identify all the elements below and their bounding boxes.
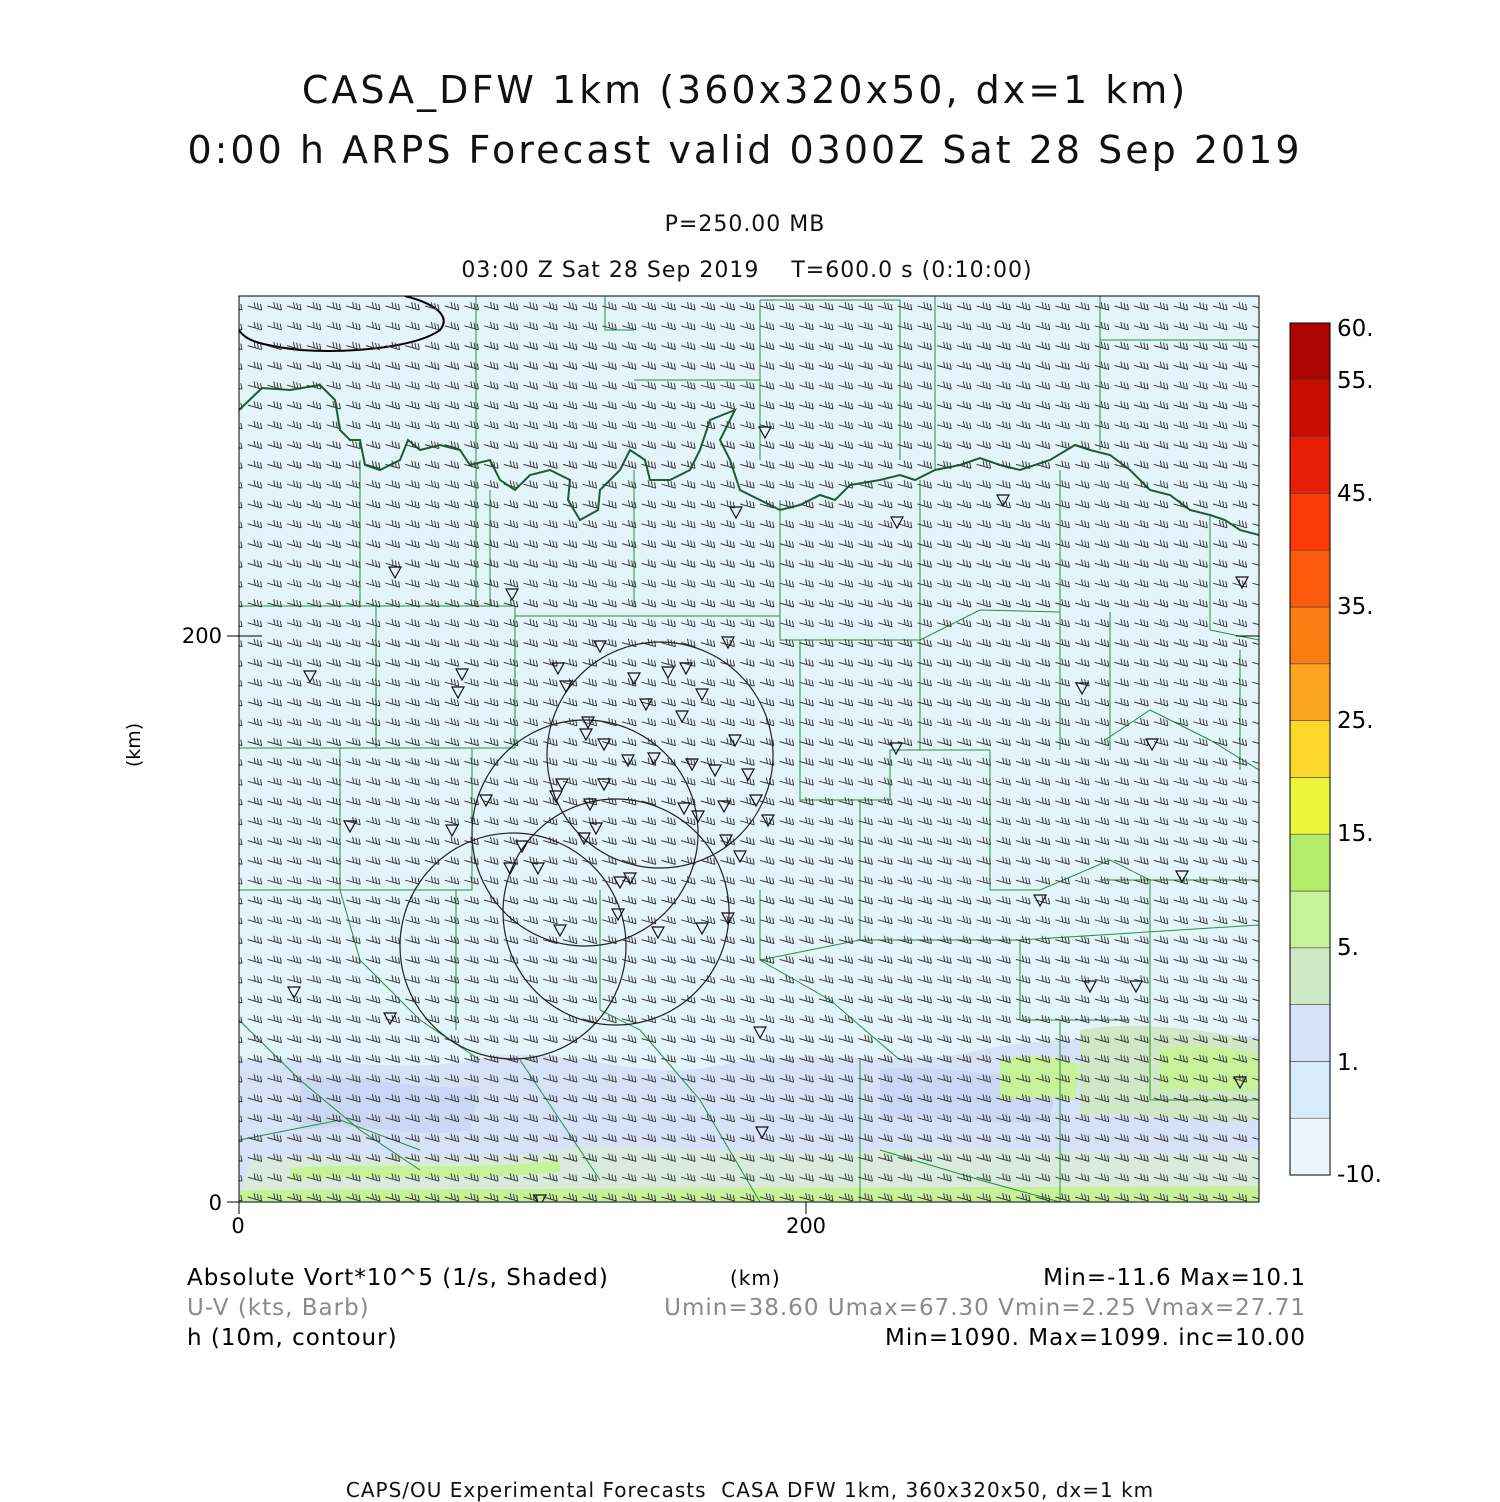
forecast-valid-time: 0:00 h ARPS Forecast valid 0300Z Sat 28 Sep 2019 <box>187 128 1303 172</box>
colorbar-swatch <box>1290 1118 1330 1175</box>
colorbar-swatch <box>1290 380 1330 437</box>
legend-field2-name: U-V (kts, Barb) <box>187 1295 370 1321</box>
colorbar-label-1: 1. <box>1337 1050 1359 1076</box>
colorbar-label-60: 60. <box>1337 316 1374 342</box>
colorbar-swatch <box>1290 493 1330 550</box>
pressure-level: P=250.00 MB <box>664 212 826 237</box>
y-axis-label: (km) <box>123 722 145 768</box>
x-tick-0: 0 <box>231 1214 245 1238</box>
colorbar-swatch <box>1290 607 1330 664</box>
colorbar-swatch <box>1290 550 1330 607</box>
map-title: CASA_DFW 1km (360x320x50, dx=1 km) <box>301 68 1189 112</box>
legend <box>187 1265 1306 1351</box>
x-tick-200: 200 <box>785 1214 827 1238</box>
y-tick-0: 0 <box>208 1191 222 1215</box>
colorbar-label-minus10: -10. <box>1337 1162 1382 1188</box>
colorbar-swatch <box>1290 891 1330 948</box>
colorbar-swatch <box>1290 777 1330 834</box>
colorbar <box>1290 323 1330 1175</box>
time-stamp: 03:00 Z Sat 28 Sep 2019 T=600.0 s (0:10:00) <box>461 258 1033 283</box>
colorbar-label-35: 35. <box>1337 594 1374 620</box>
colorbar-labels <box>1337 316 1382 1188</box>
y-tick-200: 200 <box>181 624 222 648</box>
legend-field3-name: h (10m, contour) <box>187 1325 398 1351</box>
colorbar-swatch <box>1290 1005 1330 1062</box>
colorbar-label-55: 55. <box>1337 368 1374 394</box>
footer-credit: CAPS/OU Experimental Forecasts CASA DFW 1km, 360x320x50, dx=1 km <box>345 1478 1155 1502</box>
colorbar-swatch <box>1290 948 1330 1005</box>
colorbar-label-5: 5. <box>1337 935 1359 961</box>
colorbar-swatch <box>1290 721 1330 778</box>
colorbar-swatch <box>1290 437 1330 494</box>
legend-field1-stats: Min=-11.6 Max=10.1 <box>1043 1265 1306 1291</box>
colorbar-swatch <box>1290 664 1330 721</box>
colorbar-label-45: 45. <box>1337 481 1374 507</box>
colorbar-swatch <box>1290 834 1330 891</box>
colorbar-label-25: 25. <box>1337 708 1374 734</box>
colorbar-swatch <box>1290 1061 1330 1118</box>
legend-field3-stats: Min=1090. Max=1099. inc=10.00 <box>885 1325 1306 1351</box>
legend-field1-name: Absolute Vort*10^5 (1/s, Shaded) <box>187 1265 609 1291</box>
colorbar-swatch <box>1290 323 1330 380</box>
colorbar-label-15: 15. <box>1337 821 1374 847</box>
legend-field2-stats: Umin=38.60 Umax=67.30 Vmin=2.25 Vmax=27.71 <box>664 1295 1306 1321</box>
x-axis-label: (km) <box>730 1266 781 1290</box>
